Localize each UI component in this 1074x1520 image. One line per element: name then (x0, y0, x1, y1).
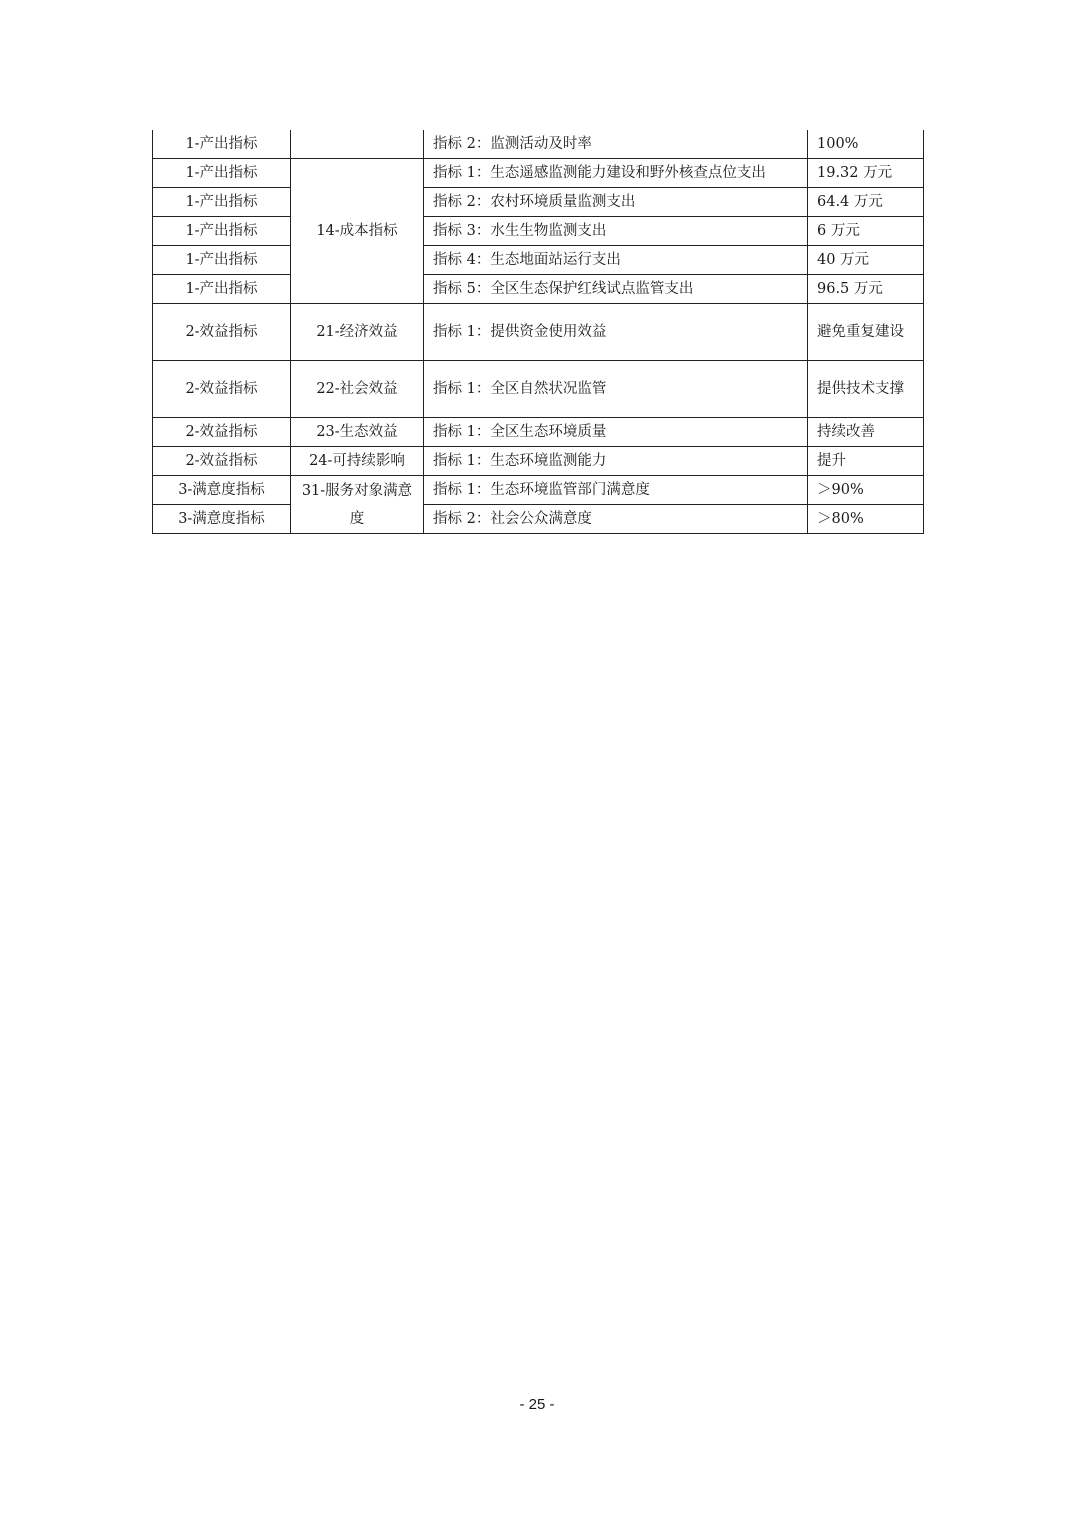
value-cell: 持续改善 (808, 418, 924, 447)
value-cell: 100% (808, 130, 924, 159)
table-row (153, 418, 924, 447)
value-cell: 6 万元 (808, 217, 924, 246)
level2-cell: 21-经济效益 (291, 304, 424, 361)
level1-cell: 2-效益指标 (153, 361, 291, 418)
level1-cell: 2-效益指标 (153, 304, 291, 361)
level1-cell: 2-效益指标 (153, 418, 291, 447)
value-cell: 40 万元 (808, 246, 924, 275)
indicator-cell: 指标 1：全区生态环境质量 (424, 418, 808, 447)
value-cell: ＞90% (808, 476, 924, 505)
indicator-cell: 指标 2：农村环境质量监测支出 (424, 188, 808, 217)
indicator-cell: 指标 1：提供资金使用效益 (424, 304, 808, 361)
level1-cell: 1-产出指标 (153, 188, 291, 217)
indicator-cell: 指标 1：生态环境监测能力 (424, 447, 808, 476)
value-cell: 避免重复建设 (808, 304, 924, 361)
value-cell: ＞80% (808, 505, 924, 534)
level1-cell: 1-产出指标 (153, 246, 291, 275)
value-cell: 19.32 万元 (808, 159, 924, 188)
table-row (153, 275, 924, 304)
value-cell: 96.5 万元 (808, 275, 924, 304)
level1-cell: 2-效益指标 (153, 447, 291, 476)
level2-cell: 22-社会效益 (291, 361, 424, 418)
indicator-cell: 指标 2：社会公众满意度 (424, 505, 808, 534)
level2-cell (291, 130, 424, 159)
table-row (153, 361, 924, 418)
value-cell: 提供技术支撑 (808, 361, 924, 418)
level2-cell: 31-服务对象满意度 (291, 476, 424, 534)
level1-cell: 1-产出指标 (153, 130, 291, 159)
table-row (153, 159, 924, 188)
page-number: - 25 - (519, 1396, 555, 1413)
level2-cell: 23-生态效益 (291, 418, 424, 447)
level2-cell: 14-成本指标 (291, 159, 424, 304)
level1-cell: 1-产出指标 (153, 217, 291, 246)
level1-cell: 3-满意度指标 (153, 476, 291, 505)
table-row (153, 217, 924, 246)
table-row (153, 447, 924, 476)
table-row (153, 246, 924, 275)
performance-indicator-table (152, 130, 924, 534)
level1-cell: 1-产出指标 (153, 275, 291, 304)
indicator-cell: 指标 1：生态遥感监测能力建设和野外核查点位支出 (424, 159, 808, 188)
table-row (153, 188, 924, 217)
table-row (153, 304, 924, 361)
indicator-cell: 指标 3：水生生物监测支出 (424, 217, 808, 246)
value-cell: 提升 (808, 447, 924, 476)
level1-cell: 3-满意度指标 (153, 505, 291, 534)
indicator-cell: 指标 2：监测活动及时率 (424, 130, 808, 159)
indicator-cell: 指标 5：全区生态保护红线试点监管支出 (424, 275, 808, 304)
table-row (153, 476, 924, 505)
level1-cell: 1-产出指标 (153, 159, 291, 188)
indicator-cell: 指标 4：生态地面站运行支出 (424, 246, 808, 275)
indicator-cell: 指标 1：生态环境监管部门满意度 (424, 476, 808, 505)
table-row (153, 130, 924, 159)
table-row (153, 505, 924, 534)
value-cell: 64.4 万元 (808, 188, 924, 217)
indicator-cell: 指标 1：全区自然状况监管 (424, 361, 808, 418)
level2-cell: 24-可持续影响 (291, 447, 424, 476)
